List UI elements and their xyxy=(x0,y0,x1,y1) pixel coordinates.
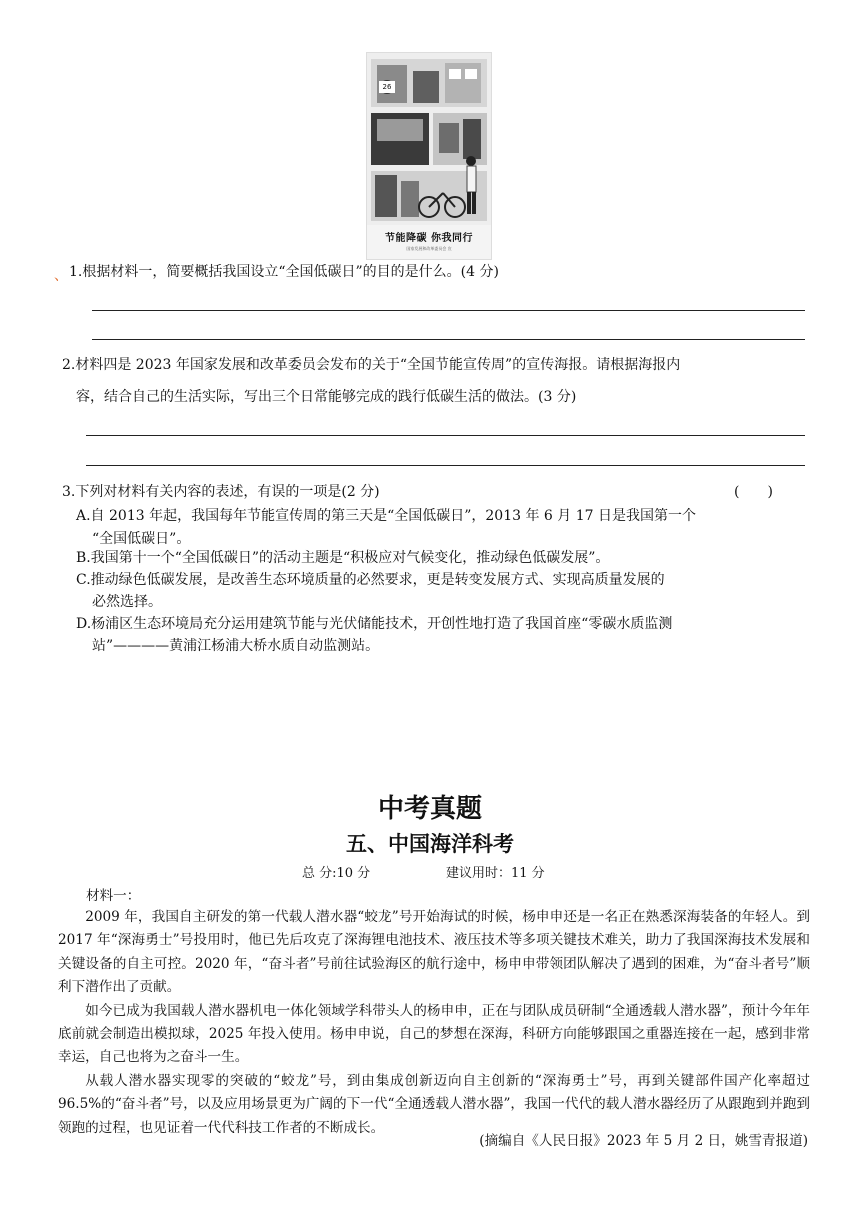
answer-bracket[interactable]: ( ) xyxy=(734,484,773,500)
section-subtitle: 五、中国海洋科考 xyxy=(346,832,514,856)
answer-line-q2-1[interactable] xyxy=(86,435,805,436)
poster-illustration xyxy=(367,53,491,225)
material-label: 材料一： xyxy=(86,888,141,904)
option-c-line-1[interactable]: C.推动绿色低碳发展，是改善生态环境质量的必然要求，更是转变发展方式、实现高质量发展的 xyxy=(76,572,665,588)
option-a-line-2: “全国低碳日”。 xyxy=(92,531,191,547)
material-paragraph-2: 如今已成为我国载人潜水器机电一体化领域学科带头人的杨申申，正在与团队成员研制“全通透载人潜水器”，预计今年年底前就会制造出模拟球，2025 年投入使用。杨申申说，自己的梦想在深海，科研方向能够跟国之重器连接在一起，感到非常幸运，自己也将为之奋斗一生。 xyxy=(58,1002,810,1066)
poster-issuer: 国家发展和改革委员会 宣 xyxy=(406,246,452,251)
margin-mark: 、 xyxy=(54,268,68,284)
section-title: 中考真题 xyxy=(377,794,482,824)
answer-line-q1-1[interactable] xyxy=(92,310,805,311)
option-d-line-1[interactable]: D.杨浦区生态环境局充分运用建筑节能与光伏储能技术，开创性地打造了我国首座“零碳水质监测 xyxy=(76,616,673,632)
question-2-line-1: 2.材料四是 2023 年国家发展和改革委员会发布的关于“全国节能宣传周”的宣传海报。请根据海报内 xyxy=(62,357,681,373)
material-body xyxy=(58,906,810,1140)
option-c-line-2: 必然选择。 xyxy=(92,594,162,610)
material-paragraph-1: 2009 年，我国自主研发的第一代载人潜水器“蛟龙”号开始海试的时候，杨申申还是一名正在熟悉深海装备的年轻人。到 2017 年“深海勇士”号投用时，他已先后攻克了深海锂电池技术、液压技术等多项关键技术难关，助力了我国深海技术发展和关键设备的自主可控。2020 年，“奋斗者”号前往试验海区的航行途中，杨申申带领团队解决了遇到的困难，为“奋斗者号”顺利下潜作出了贡献。 xyxy=(58,909,810,996)
suggested-time: 建议用时：11 分 xyxy=(446,866,545,881)
question-3-stem: 3.下列对材料有关内容的表述，有误的一项是(2 分) xyxy=(62,484,380,500)
answer-line-q2-2[interactable] xyxy=(86,465,805,466)
question-1: 1.根据材料一，简要概括我国设立“全国低碳日”的目的是什么。(4 分) xyxy=(69,264,499,280)
option-b-line-1[interactable]: B.我国第十一个“全国低碳日”的活动主题是“积极应对气候变化，推动绿色低碳发展”。 xyxy=(76,550,610,566)
answer-line-q1-2[interactable] xyxy=(92,339,805,340)
option-d-line-2: 站”————黄浦江杨浦大桥水质自动监测站。 xyxy=(92,638,380,654)
material-paragraph-3: 从载人潜水器实现零的突破的“蛟龙”号，到由集成创新迈向自主创新的“深海勇士”号，再到关键部件国产化率超过 96.5%的“奋斗者”号，以及应用场景更为广阔的下一代“全通透载人潜水器”，我国一代代的载人潜水器经历了从跟跑到并跑到领跑的过程，也见证着一代代科技工作者的不断成长。 xyxy=(58,1072,810,1136)
poster-caption: 节能降碳 你我同行 xyxy=(385,233,473,244)
total-score: 总 分:10 分 xyxy=(302,866,371,881)
material-source: (摘编自《人民日报》2023 年 5 月 2 日，姚雪青报道) xyxy=(479,1133,808,1149)
energy-saving-poster xyxy=(366,52,492,260)
question-2-line-2: 容，结合自己的生活实际，写出三个日常能够完成的践行低碳生活的做法。(3 分) xyxy=(76,389,577,405)
poster-badge: 26 xyxy=(379,81,395,93)
option-a-line-1[interactable]: A.自 2013 年起，我国每年节能宣传周的第三天是“全国低碳日”，2013 年 6 月 17 日是我国第一个 xyxy=(76,508,697,524)
